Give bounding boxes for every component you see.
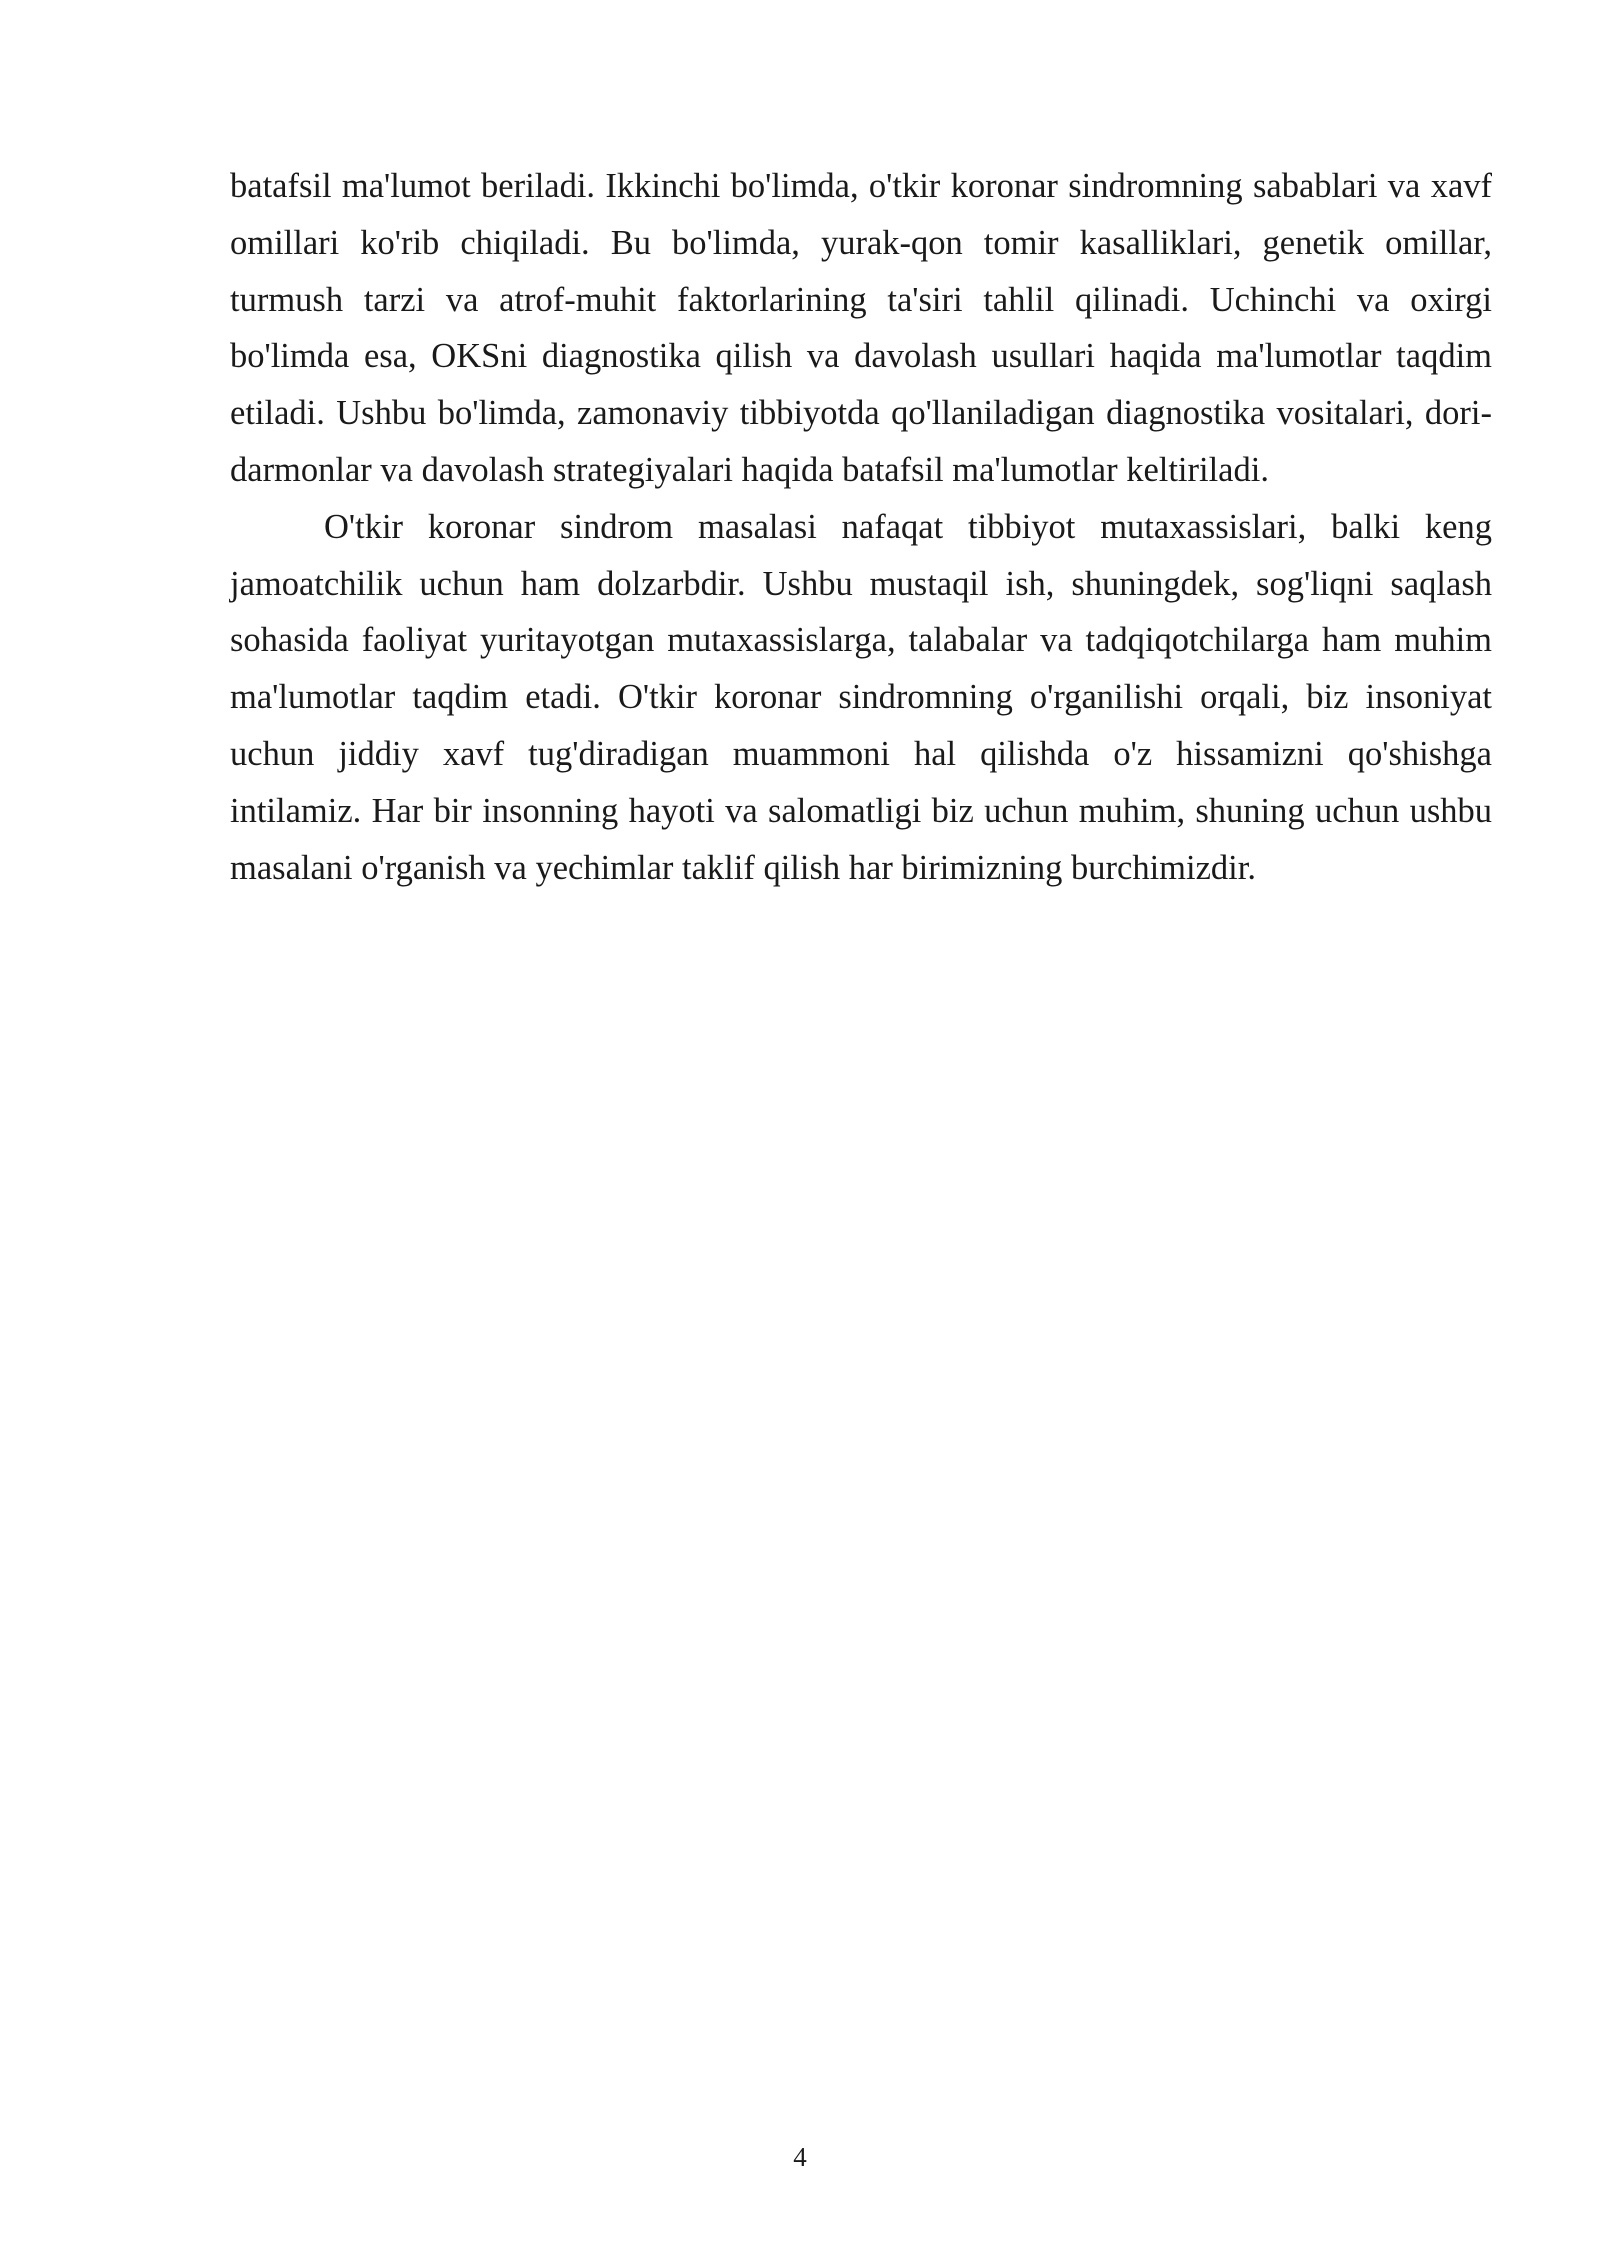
page-number: 4 <box>793 2142 807 2172</box>
paragraph-okts-relevance: O'tkir koronar sindrom masalasi nafaqat tibbiyot mutaxassislari, balki keng jamoatchilik uchun ham dolzarbdir. Ushbu mustaqil ish, shuningdek, sog'liqni saqlash sohasida faoliyat yuritayotgan mutaxassislarga, talabalar va tadqiqotchilarga ham muhim ma'lumotlar taqdim etadi. O'tkir koronar sindromning o'rganilishi orqali, biz insoniyat uchun jiddiy xavf tug'diradigan muammoni hal qilishda o'z hissamizni qo'shishga intilamiz. Har bir insonning hayoti va salomatligi biz uchun muhim, shuning uchun ushbu masalani o'rganish va yechimlar taklif qilish har birimizning burchimizdir. <box>230 507 1492 887</box>
paragraph-continuation: batafsil ma'lumot beriladi. Ikkinchi bo'limda, o'tkir koronar sindromning sabablari va xavf omillari ko'rib chiqiladi. Bu bo'limda, yurak-qon tomir kasalliklari, genetik omillar, turmush tarzi va atrof-muhit faktorlarining ta'siri tahlil qilinadi. Uchinchi va oxirgi bo'limda esa, OKSni diagnostika qilish va davolash usullari haqida ma'lumotlar taqdim etiladi. Ushbu bo'limda, zamonaviy tibbiyotda qo'llaniladigan diagnostika vositalari, dori-darmonlar va davolash strategiyalari haqida batafsil ma'lumotlar keltiriladi. <box>230 167 1492 489</box>
body-text <box>230 158 1492 896</box>
